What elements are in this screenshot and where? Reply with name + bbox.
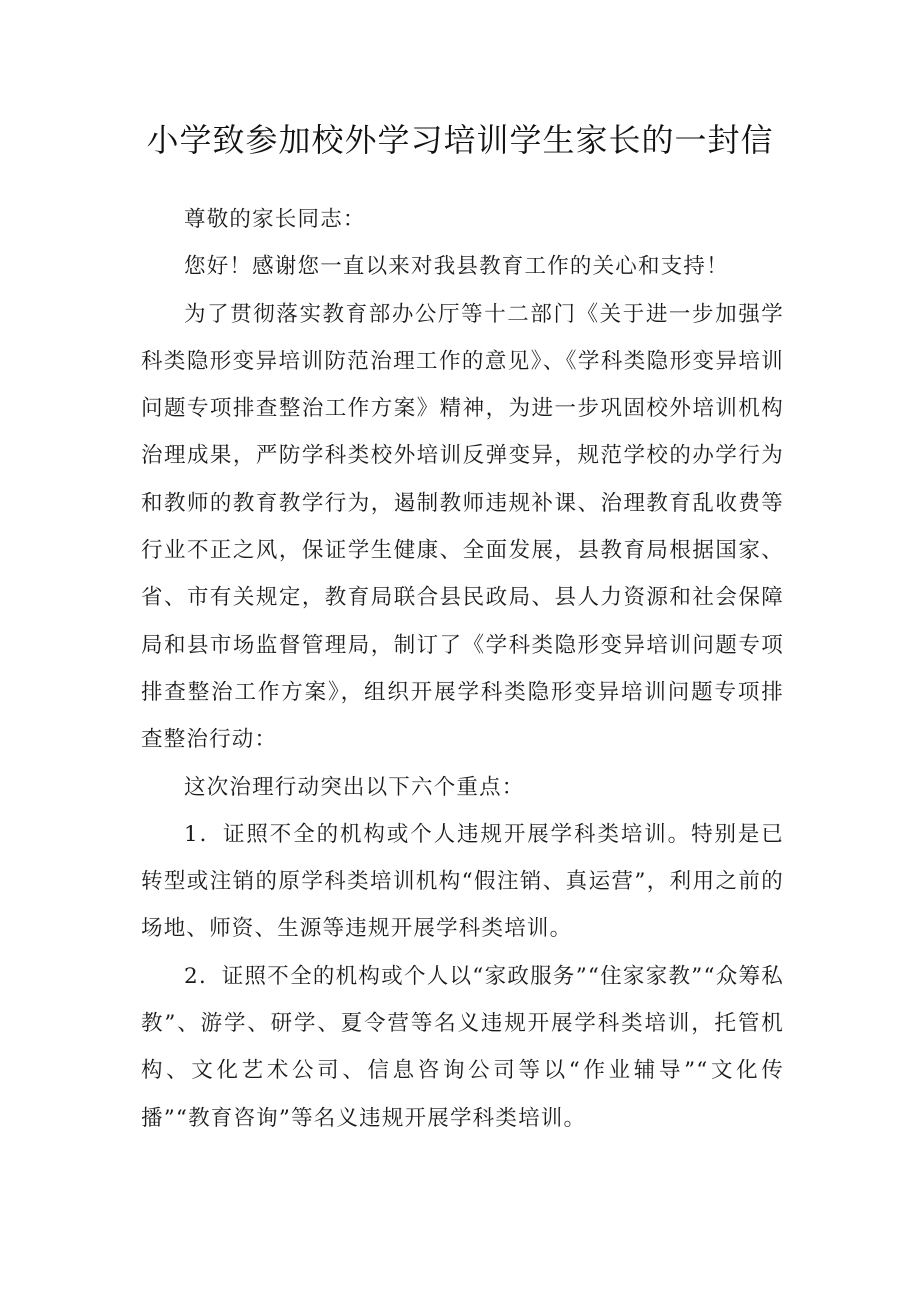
greeting-paragraph: 您好！感谢您一直以来对我县教育工作的关心和支持！ bbox=[184, 254, 729, 280]
focus-item-1: 1．证照不全的机构或个人违规开展学科类培训。特别是已转型或注销的原学科类培训机构“假注销、真运营”，利用之前的场地、师资、生源等违规开展学科类培训。 bbox=[141, 821, 784, 942]
document-title: 小学致参加校外学习培训学生家长的一封信 bbox=[146, 121, 774, 159]
focus-intro-paragraph: 这次治理行动突出以下六个重点： bbox=[184, 774, 525, 800]
background-paragraph: 为了贯彻落实教育部办公厅等十二部门《关于进一步加强学科类隐形变异培训防范治理工作的意见》、《学科类隐形变异培训问题专项排查整治工作方案》精神，为进一步巩固校外培训机构治理成果，严防学科类校外培训反弹变异，规范学校的办学行为和教师的教育教学行为，遏制教师违规补课、治理教育乱收费等行业不正之风，保证学生健康、全面发展，县教育局根据国家、省、市有关规定，教育局联合县民政局、县人力资源和社会保障局和县市场监督管理局，制订了《学科类隐形变异培训问题专项排查整治工作方案》，组织开展学科类隐形变异培训问题专项排查整治行动： bbox=[141, 301, 784, 753]
salutation: 尊敬的家长同志： bbox=[184, 207, 366, 232]
focus-item-2: 2．证照不全的机构或个人以“家政服务”“住家家教”“众筹私教”、游学、研学、夏令营等名义违规开展学科类培训，托管机构、文化艺术公司、信息咨询公司等以“作业辅导”“文化传播”“教育咨询”等名义违规开展学科类培训。 bbox=[141, 963, 784, 1131]
letter-body bbox=[141, 196, 784, 1142]
